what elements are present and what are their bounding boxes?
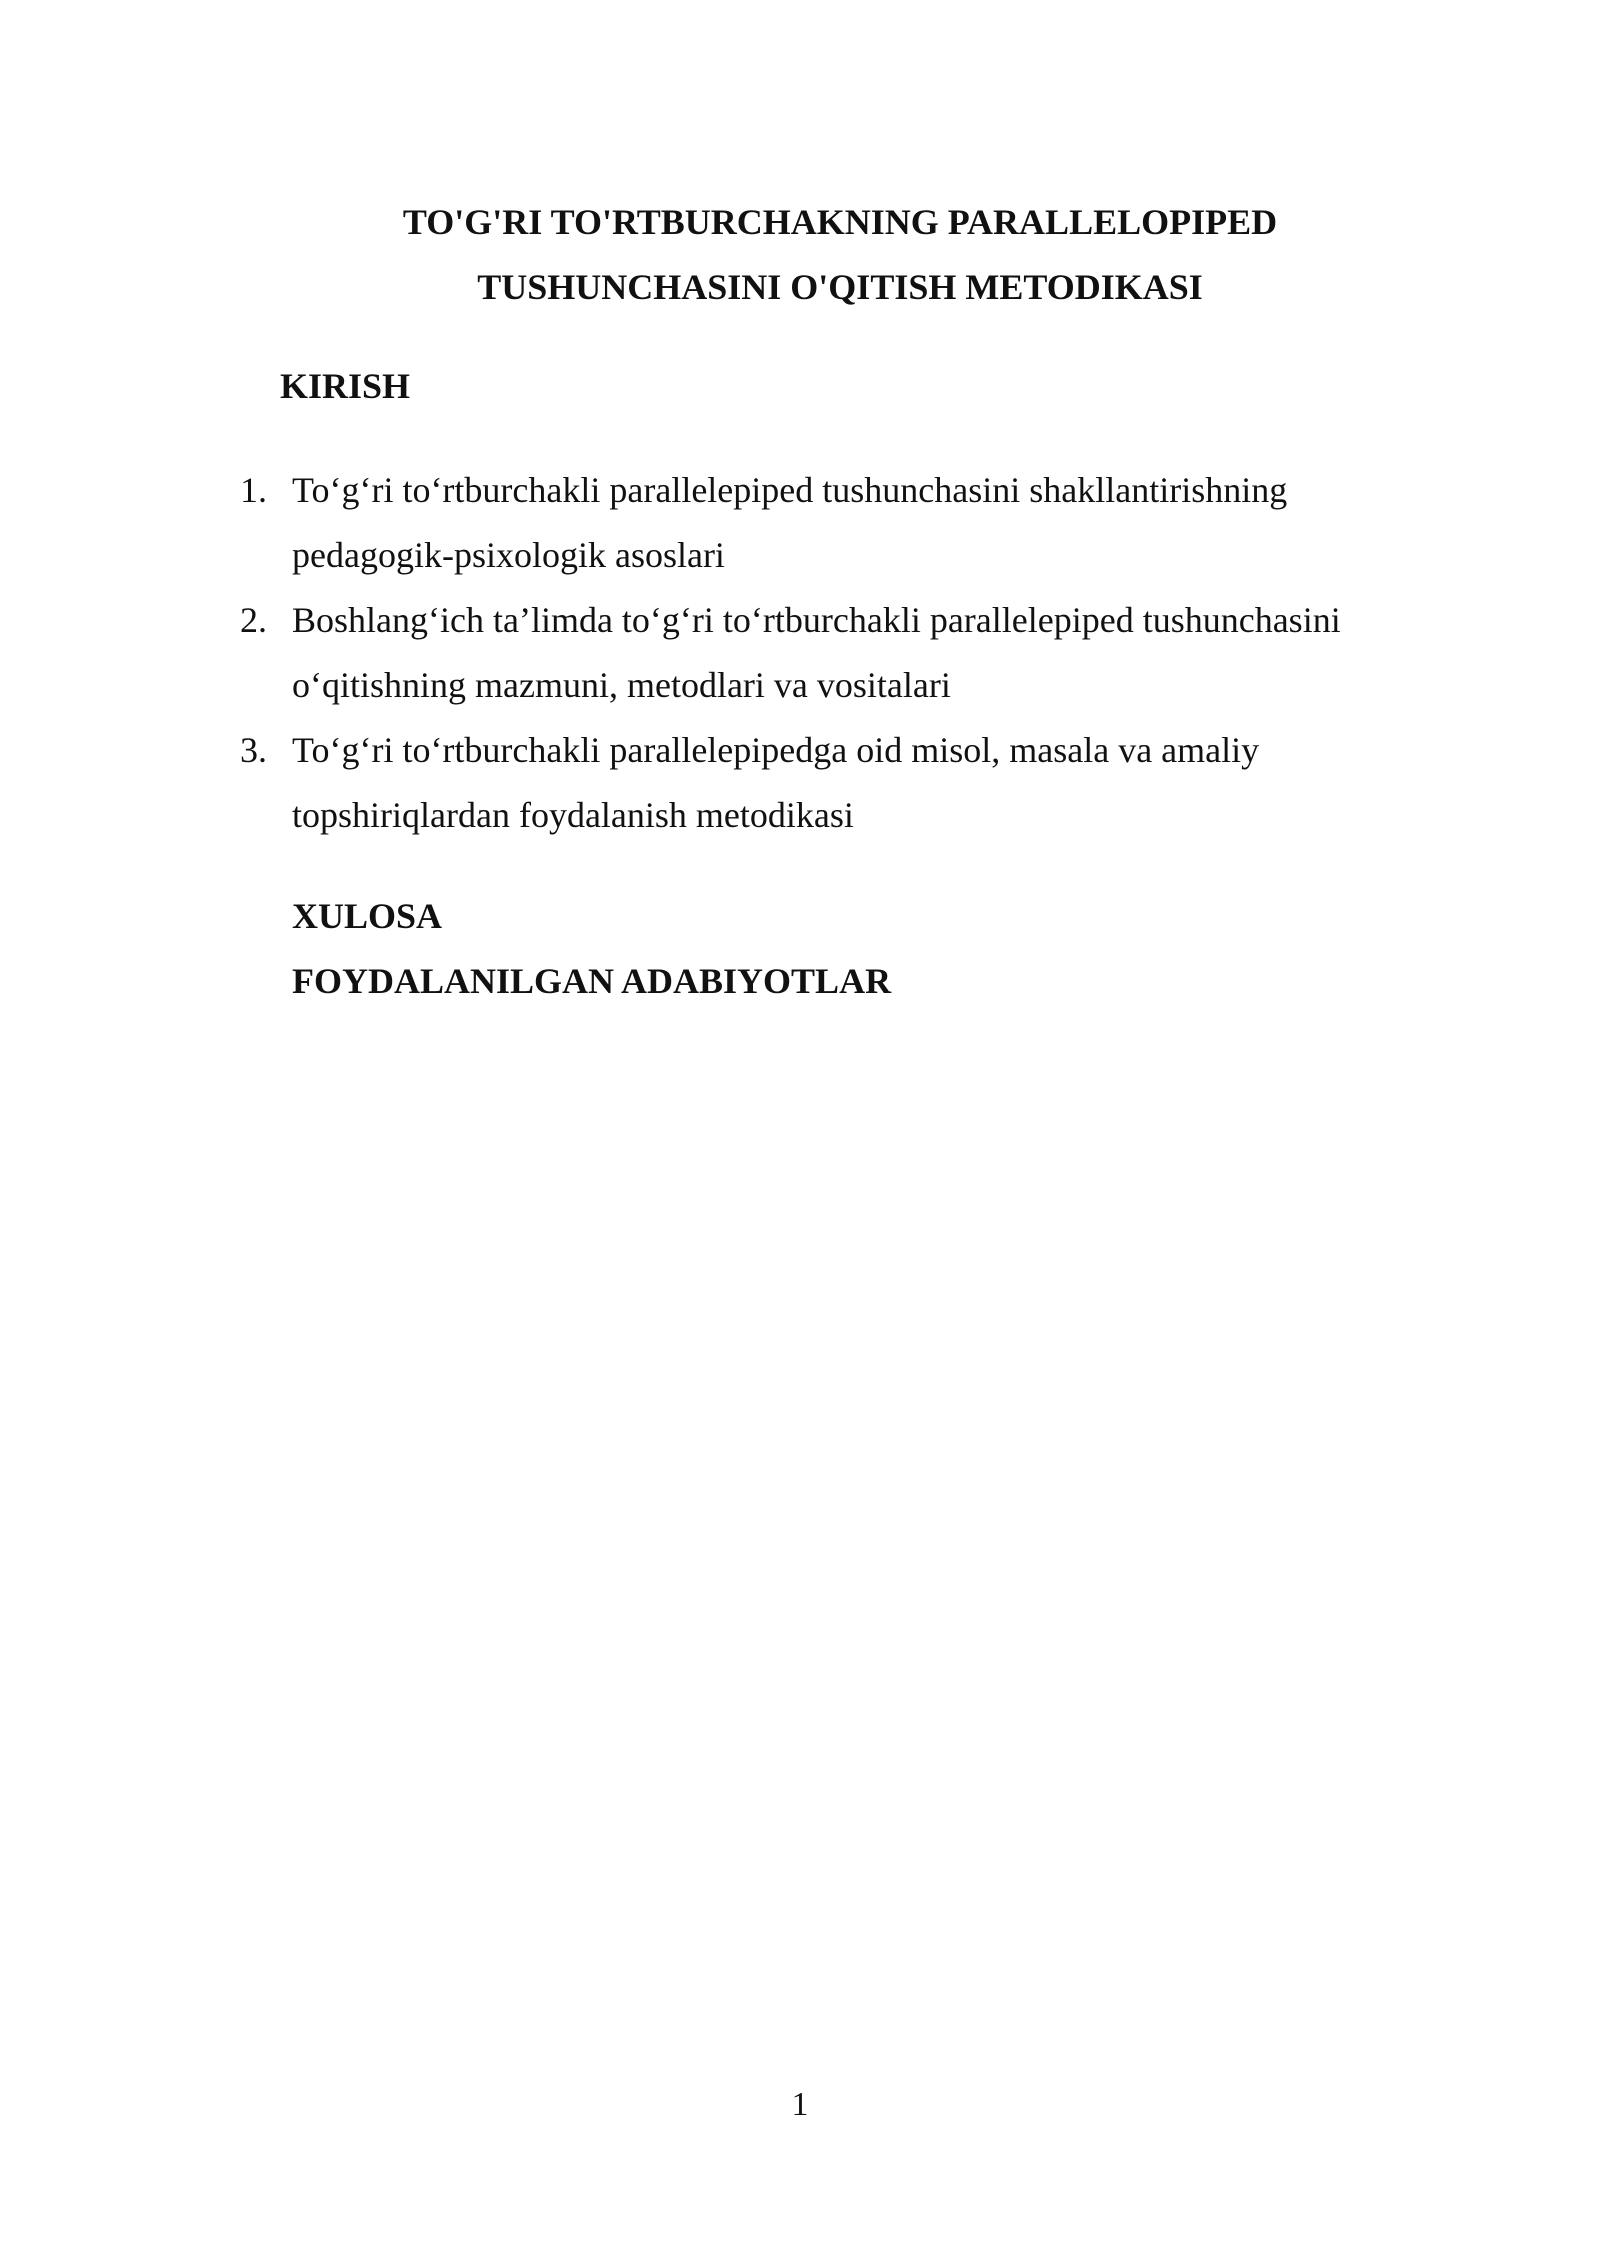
toc-item-text-line-2: pedagogik-psixologik asoslari bbox=[292, 535, 725, 575]
toc-item-1 bbox=[240, 458, 1480, 588]
title-line-1: TO'G'RI TO'RTBURCHAKNING PARALLELOPIPED bbox=[402, 202, 1278, 242]
references-heading: FOYDALANILGAN ADABIYOTLAR bbox=[292, 961, 892, 1001]
conclusion-heading: XULOSA bbox=[292, 896, 443, 936]
closing-section bbox=[292, 884, 891, 1014]
toc-item-number: 2. bbox=[240, 600, 267, 640]
toc-item-text-line-1: Boshlang‘ich ta’limda to‘g‘ri to‘rtburchakli parallelepiped tushunchasini bbox=[292, 600, 1341, 640]
toc-item-text-line-1: To‘g‘ri to‘rtburchakli parallelepiped tushunchasini shakllantirishning bbox=[292, 470, 1288, 510]
toc-item-text-line-2: topshiriqlardan foydalanish metodikasi bbox=[292, 795, 854, 835]
intro-heading: KIRISH bbox=[280, 366, 411, 406]
page-number: 1 bbox=[791, 2086, 809, 2123]
title-line-2: TUSHUNCHASINI O'QITISH METODIKASI bbox=[477, 267, 1203, 307]
toc-item-number: 3. bbox=[240, 730, 267, 770]
table-of-contents bbox=[240, 458, 1480, 848]
toc-item-2 bbox=[240, 588, 1480, 718]
document-title bbox=[240, 190, 1440, 320]
toc-item-text-line-2: o‘qitishning mazmuni, metodlari va vositalari bbox=[292, 665, 951, 705]
toc-item-3 bbox=[240, 718, 1480, 848]
toc-item-number: 1. bbox=[240, 470, 267, 510]
toc-item-text-line-1: To‘g‘ri to‘rtburchakli parallelepipedga oid misol, masala va amaliy bbox=[292, 730, 1260, 770]
